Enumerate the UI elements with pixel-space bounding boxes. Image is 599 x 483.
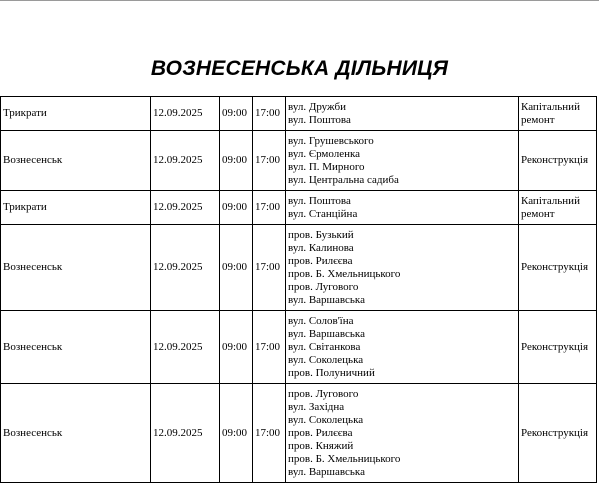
street-item: пров. Полуничний: [288, 366, 375, 379]
street-item: вул. Варшавська: [288, 293, 365, 306]
start-time-cell: 09:00: [220, 225, 253, 311]
work-type-cell: [519, 131, 597, 191]
street-item: вул. П. Мирного: [288, 160, 365, 173]
street-item: вул. Грушевського: [288, 134, 374, 147]
streets-cell: [286, 191, 519, 225]
settlement-cell: Вознесенськ: [1, 311, 151, 384]
end-time-cell: 17:00: [253, 191, 286, 225]
street-item: вул. Світанкова: [288, 340, 361, 353]
settlement-cell: Трикрати: [1, 97, 151, 131]
date-cell: 12.09.2025: [151, 97, 220, 131]
table-body: [1, 97, 597, 483]
street-item: вул. Поштова: [288, 113, 351, 126]
streets-cell: [286, 131, 519, 191]
table-row: [1, 311, 597, 384]
street-item: пров. Рилєєва: [288, 426, 353, 439]
settlement-cell: Вознесенськ: [1, 384, 151, 483]
street-item: вул. Єрмоленка: [288, 147, 361, 160]
street-item: вул. Варшавська: [288, 465, 365, 478]
street-item: вул. Станційна: [288, 207, 358, 220]
start-time-cell: 09:00: [220, 191, 253, 225]
street-item: пров. Б. Хмельницького: [288, 267, 401, 280]
start-time-cell: 09:00: [220, 384, 253, 483]
date-cell: 12.09.2025: [151, 225, 220, 311]
end-time-cell: 17:00: [253, 311, 286, 384]
table-row: [1, 97, 597, 131]
work-type-cell: [519, 191, 597, 225]
work-type-text: Реконструкція: [521, 154, 589, 166]
streets-cell: [286, 311, 519, 384]
table-row: [1, 191, 597, 225]
end-time-cell: 17:00: [253, 131, 286, 191]
street-item: пров. Рилєєва: [288, 254, 353, 267]
work-type-cell: [519, 97, 597, 131]
street-item: вул. Дружби: [288, 100, 346, 113]
work-type-cell: [519, 384, 597, 483]
streets-cell: [286, 97, 519, 131]
street-item: вул. Центральна садиба: [288, 173, 399, 186]
street-item: пров. Княжий: [288, 439, 354, 452]
streets-cell: [286, 225, 519, 311]
work-type-text: Реконструкція: [521, 340, 589, 353]
street-item: пров. Лугового: [288, 280, 359, 293]
start-time-cell: 09:00: [220, 311, 253, 384]
street-item: пров. Бузький: [288, 228, 354, 241]
settlement-cell: Вознесенськ: [1, 131, 151, 191]
street-item: вул. Солов'їна: [288, 314, 354, 327]
street-item: вул. Соколецька: [288, 353, 364, 366]
settlement-cell: Вознесенськ: [1, 225, 151, 311]
table-row: [1, 384, 597, 483]
date-cell: 12.09.2025: [151, 384, 220, 483]
date-cell: 12.09.2025: [151, 311, 220, 384]
page-title: ВОЗНЕСЕНСЬКА ДІЛЬНИЦЯ: [150, 57, 449, 80]
top-border-line: [0, 0, 599, 1]
street-item: пров. Б. Хмельницького: [288, 452, 401, 465]
work-type-text: Реконструкція: [521, 426, 589, 439]
street-item: вул. Поштова: [288, 194, 351, 207]
start-time-cell: 09:00: [220, 131, 253, 191]
work-type-cell: [519, 225, 597, 311]
settlement-cell: Трикрати: [1, 191, 151, 225]
streets-cell: [286, 384, 519, 483]
end-time-cell: 17:00: [253, 97, 286, 131]
outage-schedule-table: [0, 96, 597, 483]
street-item: вул. Соколецька: [288, 413, 364, 426]
date-cell: 12.09.2025: [151, 131, 220, 191]
street-item: пров. Лугового: [288, 387, 359, 400]
street-item: вул. Варшавська: [288, 327, 365, 340]
date-cell: 12.09.2025: [151, 191, 220, 225]
street-item: вул. Калинова: [288, 241, 354, 254]
work-type-text: Капітальний ремонт: [521, 100, 580, 126]
street-item: вул. Західна: [288, 400, 345, 413]
end-time-cell: 17:00: [253, 384, 286, 483]
work-type-text: Капітальний ремонт: [521, 194, 580, 220]
table-row: [1, 131, 597, 191]
table-row: [1, 225, 597, 311]
work-type-text: Реконструкція: [521, 261, 589, 273]
end-time-cell: 17:00: [253, 225, 286, 311]
start-time-cell: 09:00: [220, 97, 253, 131]
work-type-cell: [519, 311, 597, 384]
